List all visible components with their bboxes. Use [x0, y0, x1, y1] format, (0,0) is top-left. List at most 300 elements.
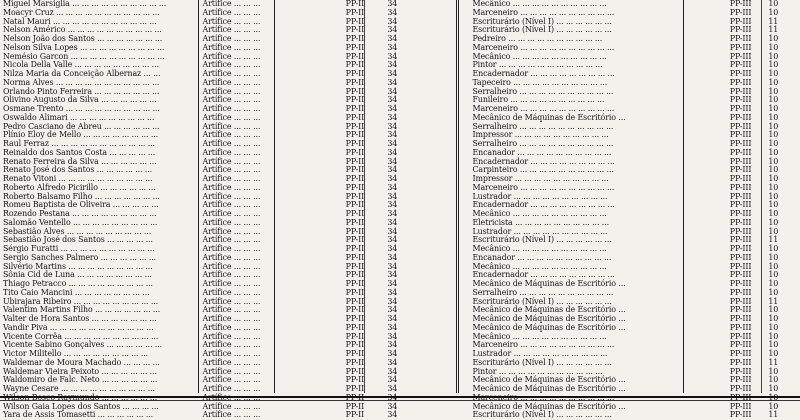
table-cell-cat: Artífice ... ... ... — [202, 366, 261, 376]
table-cell-ref: PP-II — [345, 357, 365, 367]
table-cell-ref2: PP-III — [729, 51, 752, 61]
table-cell-lvl2: 10 — [768, 112, 779, 122]
table-cell-name: Nilza Maria da Conceição Albernaz ... ... — [3, 69, 161, 78]
table-cell-name: Sônia Cid de Luna ... ... ... ... ... ... ... ... — [3, 270, 152, 280]
table-cell-job: Marceneiro ... ... ... ... ... ... ... ... ... ... — [472, 7, 615, 17]
table-cell-job: Marceneiro ... ... ... ... ... ... ... ... ... ... — [472, 42, 615, 52]
table-cell-ref: PP-II — [345, 182, 365, 192]
table-cell-name: Nelson João dos Santos ... ... ... ... ... ... ... — [3, 34, 163, 43]
table-cell-job: Carpinteiro ... ... ... ... ... ... ... ... ... ... — [472, 165, 614, 175]
table-cell-job: Lustrador ... ... ... ... ... ... ... ... ... ... — [472, 226, 608, 236]
table-cell-lvl2: 10 — [768, 331, 779, 341]
table-cell-lvl: 34 — [387, 60, 398, 70]
table-cell-job: Mecânico ... ... ... ... ... ... ... ... ... ... — [472, 0, 607, 8]
table-cell-name: Pedro Casciano de Abreu ... ... ... ... ... ... — [3, 121, 160, 131]
table-cell-name: Vicente Corrêa ... ... ... ... ... ... ... ... ... ... — [3, 331, 159, 341]
table-cell-ref: PP-II — [345, 217, 365, 227]
table-cell-lvl: 34 — [387, 25, 398, 35]
table-cell-cat: Artífice ... ... ... — [202, 121, 261, 131]
table-cell-lvl2: 10 — [768, 165, 779, 175]
table-cell-ref: PP-II — [345, 244, 365, 253]
table-cell-lvl2: 10 — [768, 366, 779, 376]
table-cell-job: Lustrador ... ... ... ... ... ... ... ... ... ... — [472, 191, 608, 201]
table-cell-job: Mecânico de Máquinas de Escritório ... — [472, 305, 626, 315]
table-cell-ref: PP-II — [345, 410, 365, 420]
table-cell-cat: Artífice ... ... ... — [202, 410, 261, 420]
table-cell-name: Moacyr Cruz ... ... ... ... ... ... ... ... ... ... ... — [3, 7, 160, 17]
table-cell-name: Sérgio Furatti ... ... ... ... ... ... ... ... ... ... — [3, 244, 155, 253]
table-cell-ref: PP-II — [345, 322, 365, 332]
table-cell-lvl: 34 — [387, 410, 398, 420]
table-cell-lvl2: 11 — [768, 410, 779, 420]
table-cell-name: Renato José dos Santos ... ... ... ... ... ... — [3, 165, 153, 175]
table-cell-cat: Artífice ... ... ... — [202, 0, 261, 8]
table-cell-name: Yara de Assis Tomasetti ... ... ... ... ... ... — [3, 410, 154, 420]
table-cell-cat: Artífice ... ... ... — [202, 252, 261, 262]
table-cell-ref: PP-II — [345, 384, 365, 393]
table-cell-lvl2: 11 — [768, 235, 779, 245]
table-cell-name: Wayne Cesare ... ... ... ... ... ... ... ... ... ... — [3, 384, 155, 393]
table-cell-ref: PP-II — [345, 112, 365, 122]
table-cell-job: Mecânico ... ... ... ... ... ... ... ... ... ... — [472, 261, 607, 271]
table-cell-lvl: 34 — [387, 226, 398, 236]
table-cell-name: Thiago Petracco ... ... ... ... ... ... ... ... ... — [3, 279, 153, 288]
table-cell-job: Encanador ... ... ... ... ... ... ... ... ... ... — [472, 147, 612, 157]
table-cell-cat: Artífice ... ... ... — [202, 104, 261, 113]
table-cell-ref: PP-II — [345, 314, 365, 323]
table-cell-lvl: 34 — [387, 322, 398, 332]
table-cell-cat: Artífice ... ... ... — [202, 357, 261, 367]
table-cell-cat: Artífice ... ... ... — [202, 51, 261, 61]
table-cell-lvl: 34 — [387, 401, 398, 411]
table-cell-job: Mecânico de Máquinas de Escritório ... — [472, 279, 626, 288]
table-cell-job: Funileiro ... ... ... ... ... ... ... ... ... ... — [472, 95, 605, 105]
table-cell-ref: PP-II — [345, 51, 365, 61]
table-cell-lvl2: 10 — [768, 209, 779, 218]
name-column — [0, 0, 198, 420]
table-cell-lvl2: 10 — [768, 86, 779, 96]
table-cell-ref: PP-II — [345, 165, 365, 175]
table-cell-ref: PP-II — [345, 16, 365, 26]
table-cell-ref2: PP-III — [729, 156, 752, 166]
table-cell-lvl2: 10 — [768, 305, 779, 315]
table-cell-cat: Artífice ... ... ... — [202, 156, 261, 166]
table-cell-job: Eletricista ... ... ... ... ... ... ... ... ... ... — [472, 217, 609, 227]
table-cell-lvl: 34 — [387, 270, 398, 280]
table-cell-ref2: PP-III — [729, 34, 752, 43]
table-cell-ref: PP-II — [345, 340, 365, 350]
table-cell-ref2: PP-III — [729, 139, 752, 148]
table-cell-lvl: 34 — [387, 174, 398, 183]
table-cell-cat: Artífice ... ... ... — [202, 384, 261, 393]
table-cell-lvl: 34 — [387, 182, 398, 192]
table-cell-cat: Artífice ... ... ... — [202, 34, 261, 43]
table-cell-ref: PP-II — [345, 130, 365, 140]
table-cell-lvl: 34 — [387, 191, 398, 201]
table-cell-ref: PP-II — [345, 261, 365, 271]
table-cell-ref: PP-II — [345, 279, 365, 288]
table-cell-job: Tapeceiro ... ... ... ... ... ... ... ... ... ... — [472, 77, 608, 87]
table-cell-name: Orlando Pinto Ferreira ... ... ... ... ... ... ... — [3, 86, 160, 96]
table-cell-name: Roberto Balsamo Filho ... ... ... ... ... ... ... — [3, 191, 160, 201]
table-cell-ref2: PP-III — [729, 244, 752, 253]
table-cell-lvl: 34 — [387, 331, 398, 341]
table-cell-lvl: 34 — [387, 86, 398, 96]
table-cell-ref2: PP-III — [729, 296, 752, 306]
new-level-column — [762, 0, 800, 420]
table-cell-job: Encadernador ... ... ... ... ... ... ... ... ... — [472, 156, 615, 166]
table-cell-ref: PP-II — [345, 69, 365, 78]
table-cell-job: Mecânico ... ... ... ... ... ... ... ... ... ... — [472, 209, 607, 218]
table-cell-lvl2: 10 — [768, 314, 779, 323]
table-cell-lvl: 34 — [387, 42, 398, 52]
table-cell-ref2: PP-III — [729, 182, 752, 192]
table-cell-cat: Artífice ... ... ... — [202, 226, 261, 236]
table-cell-lvl: 34 — [387, 112, 398, 122]
table-cell-ref: PP-II — [345, 25, 365, 35]
table-cell-job: Pintor ... ... ... ... ... ... ... ... ... ... ... — [472, 60, 603, 70]
table-cell-name: Waldomiro de Falc. Neto ... ... ... ... ... ... — [3, 375, 158, 385]
table-cell-job: Impressor ... ... ... ... ... ... ... ... ... ... — [472, 174, 609, 183]
table-cell-name: Wilson Gaia Lopes dos Santos ... ... ... ... — [3, 401, 159, 411]
table-cell-name: Reinaldo dos Santos Costa ... ... ... ... ... — [3, 147, 156, 157]
table-cell-ref: PP-II — [345, 86, 365, 96]
table-cell-name: Osmane Trento ... ... ... ... ... ... ... ... ... ... — [3, 104, 160, 113]
table-cell-ref2: PP-III — [729, 0, 752, 8]
table-cell-cat: Artífice ... ... ... — [202, 77, 261, 87]
table-cell-ref: PP-II — [345, 287, 365, 297]
table-cell-ref2: PP-III — [729, 147, 752, 157]
table-cell-cat: Artífice ... ... ... — [202, 340, 261, 350]
table-cell-ref2: PP-III — [729, 7, 752, 17]
table-cell-job: Serralheiro ... ... ... ... ... ... ... ... ... ... — [472, 121, 614, 131]
footer-rule — [0, 396, 800, 398]
table-cell-ref: PP-II — [345, 200, 365, 210]
table-cell-lvl: 34 — [387, 305, 398, 315]
table-cell-name: Valter de Hora Santos ... ... ... ... ... ... ... — [3, 314, 157, 323]
table-cell-cat: Artífice ... ... ... — [202, 42, 261, 52]
table-cell-lvl: 34 — [387, 7, 398, 17]
table-cell-lvl2: 10 — [768, 34, 779, 43]
table-cell-ref: PP-II — [345, 34, 365, 43]
table-cell-lvl2: 10 — [768, 174, 779, 183]
table-cell-cat: Artífice ... ... ... — [202, 287, 261, 297]
table-cell-name: Salomão Ventello ... ... ... ... ... ... ... ... ... — [3, 217, 158, 227]
table-cell-lvl: 34 — [387, 200, 398, 210]
table-cell-lvl2: 10 — [768, 217, 779, 227]
table-cell-name: Natal Mauri ... ... ... ... ... ... ... ... ... ... ... — [3, 16, 157, 26]
table-cell-lvl: 34 — [387, 130, 398, 140]
table-cell-ref: PP-II — [345, 209, 365, 218]
table-cell-ref: PP-II — [345, 121, 365, 131]
table-cell-ref2: PP-III — [729, 226, 752, 236]
table-cell-name: Renato Ferreira da Silva ... ... ... ... ... ... — [3, 156, 157, 166]
table-cell-job: Serralheiro ... ... ... ... ... ... ... ... ... ... — [472, 287, 614, 297]
table-cell-ref: PP-II — [345, 95, 365, 105]
table-cell-lvl2: 10 — [768, 322, 779, 332]
table-cell-lvl: 34 — [387, 0, 398, 8]
table-cell-cat: Artífice ... ... ... — [202, 401, 261, 411]
table-cell-lvl: 34 — [387, 95, 398, 105]
table-cell-name: Nelson Américo ... ... ... ... ... ... ... ... ... ... — [3, 25, 162, 35]
table-cell-ref2: PP-III — [729, 261, 752, 271]
table-cell-name: Sebastião José dos Santos ... ... ... ... ... — [3, 235, 153, 245]
table-cell-cat: Artífice ... ... ... — [202, 130, 261, 140]
table-cell-lvl2: 10 — [768, 226, 779, 236]
table-cell-lvl2: 10 — [768, 261, 779, 271]
table-cell-ref2: PP-III — [729, 235, 752, 245]
table-cell-ref: PP-II — [345, 349, 365, 358]
table-cell-job: Mecânico de Máquinas de Escritório ... — [472, 112, 626, 122]
table-cell-ref: PP-II — [345, 0, 365, 8]
table-cell-job: Escriturário (Nível I) ... ... ... ... ... ... — [472, 235, 612, 245]
table-cell-ref2: PP-III — [729, 200, 752, 210]
table-cell-name: Nicola Della Valle ... ... ... ... ... ... ... ... ... — [3, 60, 159, 70]
table-cell-cat: Artífice ... ... ... — [202, 16, 261, 26]
table-cell-ref2: PP-III — [729, 174, 752, 183]
table-cell-cat: Artífice ... ... ... — [202, 60, 261, 70]
table-cell-lvl: 34 — [387, 139, 398, 148]
table-cell-lvl: 34 — [387, 296, 398, 306]
table-cell-ref: PP-II — [345, 366, 365, 376]
table-cell-ref: PP-II — [345, 7, 365, 17]
table-cell-job: Encadernador ... ... ... ... ... ... ... ... ... — [472, 69, 615, 78]
table-cell-lvl2: 10 — [768, 349, 779, 358]
table-cell-cat: Artífice ... ... ... — [202, 86, 261, 96]
table-cell-lvl2: 10 — [768, 42, 779, 52]
table-cell-lvl: 34 — [387, 279, 398, 288]
table-cell-job: Escriturário (Nível I) ... ... ... ... ... ... — [472, 16, 612, 26]
table-cell-ref: PP-II — [345, 252, 365, 262]
table-cell-ref: PP-II — [345, 375, 365, 385]
table-cell-cat: Artífice ... ... ... — [202, 182, 261, 192]
new-function-column — [459, 0, 682, 420]
table-cell-name: Tito Caio Mancini ... ... ... ... ... ... ... ... — [3, 287, 150, 297]
table-cell-ref: PP-II — [345, 270, 365, 280]
table-cell-name: Rozendo Pestana ... ... ... ... ... ... ... ... ... — [3, 209, 157, 218]
table-cell-name: Roberto Alfredo Picirillo ... ... ... ... ... ... — [3, 182, 156, 192]
table-cell-ref2: PP-III — [729, 104, 752, 113]
table-cell-ref2: PP-III — [729, 112, 752, 122]
table-cell-ref2: PP-III — [729, 77, 752, 87]
table-cell-name: Valentim Martins Filho ... ... ... ... ... ... ... — [3, 305, 161, 315]
table-cell-cat: Artífice ... ... ... — [202, 209, 261, 218]
table-cell-lvl: 34 — [387, 209, 398, 218]
table-cell-ref2: PP-III — [729, 165, 752, 175]
table-cell-ref2: PP-III — [729, 401, 752, 411]
table-cell-cat: Artífice ... ... ... — [202, 191, 261, 201]
table-cell-ref2: PP-III — [729, 279, 752, 288]
table-cell-lvl: 34 — [387, 349, 398, 358]
table-cell-lvl: 34 — [387, 384, 398, 393]
table-cell-lvl: 34 — [387, 375, 398, 385]
table-cell-cat: Artífice ... ... ... — [202, 331, 261, 341]
table-cell-lvl2: 10 — [768, 69, 779, 78]
table-cell-name: Sebastião Alves ... ... ... ... ... ... ... ... ... — [3, 226, 152, 236]
table-cell-lvl2: 10 — [768, 182, 779, 192]
level-column — [365, 0, 456, 420]
table-cell-lvl: 34 — [387, 51, 398, 61]
table-cell-cat: Artífice ... ... ... — [202, 261, 261, 271]
table-cell-job: Impressor ... ... ... ... ... ... ... ... ... ... — [472, 130, 609, 140]
table-cell-ref2: PP-III — [729, 252, 752, 262]
table-cell-lvl: 34 — [387, 165, 398, 175]
table-cell-lvl2: 10 — [768, 130, 779, 140]
table-cell-ref2: PP-III — [729, 384, 752, 393]
table-cell-lvl2: 10 — [768, 95, 779, 105]
table-cell-ref2: PP-III — [729, 270, 752, 280]
table-cell-lvl2: 10 — [768, 7, 779, 17]
table-cell-ref2: PP-III — [729, 357, 752, 367]
table-cell-lvl2: 10 — [768, 287, 779, 297]
table-cell-name: Olivino Augusto da Silva ... ... ... ... ... ... — [3, 95, 157, 105]
table-cell-lvl2: 10 — [768, 252, 779, 262]
table-cell-lvl: 34 — [387, 244, 398, 253]
table-cell-lvl2: 10 — [768, 121, 779, 131]
table-cell-lvl2: 10 — [768, 244, 779, 253]
table-cell-ref: PP-II — [345, 331, 365, 341]
table-cell-cat: Artífice ... ... ... — [202, 200, 261, 210]
table-cell-job: Mecânico de Máquinas de Escritório ... — [472, 314, 626, 323]
table-cell-lvl2: 10 — [768, 104, 779, 113]
table-cell-ref2: PP-III — [729, 130, 752, 140]
table-cell-lvl2: 10 — [768, 60, 779, 70]
table-cell-cat: Artífice ... ... ... — [202, 25, 261, 35]
table-cell-ref: PP-II — [345, 305, 365, 315]
table-cell-job: Escriturário (Nível I) ... ... ... ... ... ... — [472, 296, 612, 306]
table-cell-ref2: PP-III — [729, 60, 752, 70]
table-cell-cat: Artífice ... ... ... — [202, 174, 261, 183]
table-cell-lvl2: 10 — [768, 77, 779, 87]
table-cell-cat: Artífice ... ... ... — [202, 147, 261, 157]
table-cell-job: Serralheiro ... ... ... ... ... ... ... ... ... ... — [472, 86, 614, 96]
table-cell-ref: PP-II — [345, 139, 365, 148]
table-cell-cat: Artífice ... ... ... — [202, 95, 261, 105]
table-cell-cat: Artífice ... ... ... — [202, 244, 261, 253]
table-cell-ref2: PP-III — [729, 16, 752, 26]
table-cell-lvl2: 11 — [768, 16, 779, 26]
table-cell-lvl: 34 — [387, 235, 398, 245]
table-cell-lvl2: 10 — [768, 147, 779, 157]
table-cell-lvl: 34 — [387, 217, 398, 227]
table-cell-cat: Artífice ... ... ... — [202, 7, 261, 17]
table-cell-ref2: PP-III — [729, 340, 752, 350]
table-cell-job: Escriturário (Nível I) ... ... ... ... ... ... — [472, 357, 612, 367]
table-cell-name: Waldemar Vieira Peixoto ... ... ... ... ... ... — [3, 366, 157, 376]
table-cell-job: Mecânico ... ... ... ... ... ... ... ... ... ... — [472, 51, 607, 61]
table-cell-cat: Artífice ... ... ... — [202, 349, 261, 358]
table-cell-lvl2: 10 — [768, 279, 779, 288]
table-cell-name: Oswaldo Alimari ... ... ... ... ... ... ... ... ... — [3, 112, 155, 122]
table-cell-lvl2: 11 — [768, 25, 779, 35]
new-reference-column — [684, 0, 762, 420]
table-cell-job: Mecânico de Máquinas de Escritório ... — [472, 322, 626, 332]
table-cell-job: Encadernador ... ... ... ... ... ... ... ... ... — [472, 200, 615, 210]
table-cell-lvl: 34 — [387, 121, 398, 131]
table-cell-job: Marceneiro ... ... ... ... ... ... ... ... ... ... — [472, 340, 615, 350]
table-cell-cat: Artífice ... ... ... — [202, 235, 261, 245]
table-cell-lvl: 34 — [387, 252, 398, 262]
table-cell-ref2: PP-III — [729, 331, 752, 341]
table-cell-lvl: 34 — [387, 77, 398, 87]
table-cell-lvl2: 11 — [768, 357, 779, 367]
table-cell-ref2: PP-III — [729, 42, 752, 52]
category-column — [199, 0, 274, 420]
table-cell-ref: PP-II — [345, 60, 365, 70]
footer-rule-thin — [0, 400, 800, 401]
table-cell-lvl2: 10 — [768, 340, 779, 350]
table-cell-job: Mecânico de Máquinas de Escritório ... — [472, 401, 626, 411]
table-cell-name: Waldemar de Moura Machado ... ... ... ... — [3, 357, 160, 367]
table-cell-ref: PP-II — [345, 174, 365, 183]
table-cell-ref: PP-II — [345, 42, 365, 52]
table-cell-ref: PP-II — [345, 77, 365, 87]
table-cell-ref2: PP-III — [729, 209, 752, 218]
table-cell-job: Mecânico de Máquinas de Escritório ... — [472, 375, 626, 385]
table-cell-ref2: PP-III — [729, 86, 752, 96]
table-cell-ref2: PP-III — [729, 121, 752, 131]
table-cell-ref2: PP-III — [729, 305, 752, 315]
table-cell-ref2: PP-III — [729, 217, 752, 227]
reference-column — [275, 0, 365, 420]
table-cell-job: Marceneiro ... ... ... ... ... ... ... ... ... ... — [472, 104, 615, 113]
table-cell-lvl: 34 — [387, 366, 398, 376]
table-cell-cat: Artífice ... ... ... — [202, 305, 261, 315]
table-cell-job: Encanador ... ... ... ... ... ... ... ... ... ... — [472, 252, 612, 262]
table-cell-lvl: 34 — [387, 287, 398, 297]
table-cell-job: Encadernador ... ... ... ... ... ... ... ... ... — [472, 270, 615, 280]
table-cell-ref: PP-II — [345, 235, 365, 245]
table-cell-ref2: PP-III — [729, 191, 752, 201]
table-cell-job: Pedreiro ... ... ... ... ... ... ... ... ... ... — [472, 34, 603, 43]
table-cell-job: Escriturário (Nível I) ... ... ... ... ... ... — [472, 25, 612, 35]
table-cell-job: Escriturário (Nível I) ... ... ... ... ... ... — [472, 410, 612, 420]
table-cell-ref2: PP-III — [729, 314, 752, 323]
table-cell-ref2: PP-III — [729, 287, 752, 297]
table-cell-cat: Artífice ... ... ... — [202, 217, 261, 227]
table-cell-ref: PP-II — [345, 191, 365, 201]
table-cell-cat: Artífice ... ... ... — [202, 69, 261, 78]
table-cell-ref: PP-II — [345, 104, 365, 113]
table-cell-name: Ubirajara Ribeiro ... ... ... ... ... ... ... ... ... — [3, 296, 159, 306]
table-cell-lvl: 34 — [387, 156, 398, 166]
table-cell-name: Plínio Eloy de Mello ... ... ... ... ... ... ... ... — [3, 130, 159, 140]
table-cell-cat: Artífice ... ... ... — [202, 375, 261, 385]
table-cell-lvl: 34 — [387, 104, 398, 113]
table-cell-job: Mecânico ... ... ... ... ... ... ... ... ... ... — [472, 331, 607, 341]
table-cell-name: Romeu Baptista de Oliveira ... ... ... ... ... — [3, 200, 159, 210]
table-cell-name: Raul Ferraz ... ... ... ... ... ... ... ... ... ... ... — [3, 139, 155, 148]
table-cell-job: Marceneiro ... ... ... ... ... ... ... ... ... ... — [472, 182, 615, 192]
table-cell-name: Norma Alves ... ... ... ... ... ... ... ... ... ... ... — [3, 77, 160, 87]
table-cell-lvl2: 10 — [768, 270, 779, 280]
table-cell-name: Nelson Silva Lopes ... ... ... ... ... ... ... ... ... — [3, 42, 165, 52]
table-cell-ref2: PP-III — [729, 375, 752, 385]
table-cell-ref2: PP-III — [729, 69, 752, 78]
table-cell-ref2: PP-III — [729, 349, 752, 358]
table-cell-lvl: 34 — [387, 357, 398, 367]
table-cell-lvl2: 10 — [768, 375, 779, 385]
table-cell-ref: PP-II — [345, 226, 365, 236]
table-cell-ref2: PP-III — [729, 322, 752, 332]
table-cell-cat: Artífice ... ... ... — [202, 139, 261, 148]
table-cell-lvl: 34 — [387, 261, 398, 271]
table-cell-lvl2: 10 — [768, 401, 779, 411]
table-cell-lvl: 34 — [387, 314, 398, 323]
table-cell-ref: PP-II — [345, 147, 365, 157]
table-cell-name: Vicente Sabino Gonçalves ... ... ... ... ... ... — [3, 340, 162, 350]
table-cell-lvl2: 10 — [768, 384, 779, 393]
